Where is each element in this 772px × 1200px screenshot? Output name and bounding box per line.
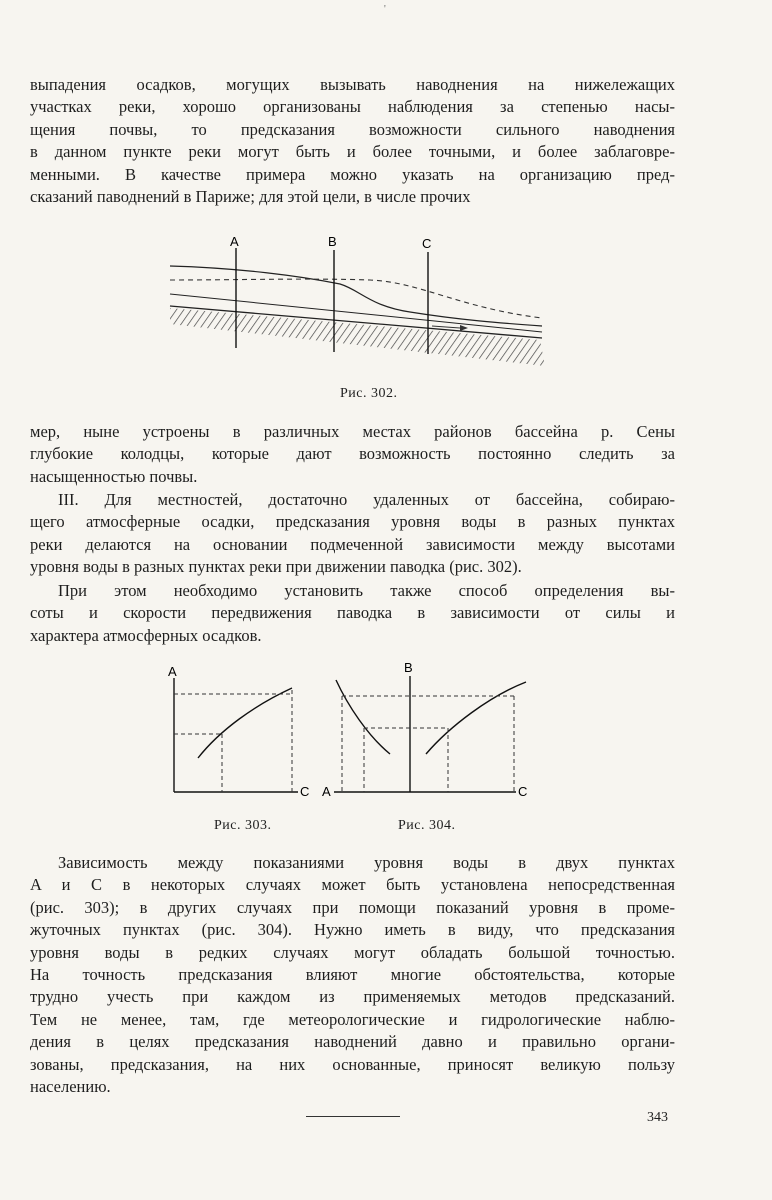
text-line: уровня воды в редких случаях могут обладать большой точностью. <box>30 942 675 962</box>
text-line: сказаний паводнений в Париже; для этой цели, в числе прочих <box>30 187 471 207</box>
label-b: B <box>328 234 337 249</box>
caption-303: Рис. 303. <box>214 818 272 833</box>
text-line: жуточных пунктах (рис. 304). Нужно иметь в виду, что предсказания <box>30 920 675 940</box>
caption-302: Рис. 302. <box>340 386 398 401</box>
paragraph-iii <box>30 489 675 579</box>
text-line: менными. В качестве примера можно указать на организацию пред- <box>30 164 675 184</box>
paragraph-intro <box>30 74 675 208</box>
text-line: глубокие колодцы, которые дают возможность постоянно следить за <box>30 444 675 464</box>
figure-304 <box>320 656 550 800</box>
top-mark: ' <box>384 4 386 15</box>
paragraph-wells <box>30 421 675 488</box>
paragraph-conclusion <box>30 852 675 1098</box>
text-line: При этом необходимо установить также способ определения вы- <box>58 581 675 600</box>
ground-hatch <box>170 308 545 366</box>
axis-label-c: C <box>300 784 310 799</box>
text-line: A и C в некоторых случаях может быть установлена непосредственная <box>30 875 675 895</box>
footer-rule <box>306 1116 400 1117</box>
text-line: в данном пункте реки могут быть и более точными, и более заблаговре- <box>30 142 675 162</box>
right-curve <box>426 682 526 754</box>
axis-label-a: A <box>168 664 177 679</box>
text-line: населению. <box>30 1077 111 1097</box>
axis-label-b: B <box>404 660 413 675</box>
flow-arrow-head <box>460 325 468 331</box>
figure-303 <box>160 660 320 800</box>
text-line: дения в целях предсказания наводнений давно и правильно органи- <box>30 1032 675 1052</box>
page-number: 343 <box>647 1110 668 1125</box>
text-line: характера атмосферных осадков. <box>30 625 262 645</box>
text-line: мер, ныне устроены в различных местах районов бассейна р. Сены <box>30 422 675 441</box>
text-line: Зависимость между показаниями уровня воды в двух пунктах <box>58 853 675 872</box>
label-a: A <box>230 234 239 249</box>
text-line: реки делаются на основании подмеченной зависимости между высотами <box>30 534 675 554</box>
text-line: На точность предсказания влияют многие обстоятельства, которые <box>30 965 675 985</box>
figure-302 <box>160 228 550 388</box>
axis-label-a: A <box>322 784 331 799</box>
paragraph-method <box>30 580 675 647</box>
text-line: участках реки, хорошо организованы наблюдения за степенью насы- <box>30 97 675 117</box>
left-curve <box>336 680 390 754</box>
text-line: насыщенностью почвы. <box>30 466 198 486</box>
text-line: щения почвы, то предсказания возможности сильного наводнения <box>30 119 675 139</box>
text-line: Тем не менее, там, где метеорологические и гидрологические наблю- <box>30 1009 675 1029</box>
text-line: щего атмосферные осадки, предсказания уровня воды в разных пунктах <box>30 512 675 532</box>
text-line: уровня воды в разных пунктах реки при движении паводка (рис. 302). <box>30 557 522 577</box>
water-level-dashed <box>170 279 542 318</box>
text-line: зованы, предсказания, на них основанные, приносят великую пользу <box>30 1054 675 1074</box>
text-line: выпадения осадков, могущих вызывать наводнения на нижележащих <box>30 75 675 94</box>
dependency-curve <box>198 688 292 758</box>
text-line: соты и скорости передвижения паводка в зависимости от силы и <box>30 603 675 623</box>
text-line: III. Для местностей, достаточно удаленных от бассейна, собираю- <box>58 490 675 509</box>
flow-arrow <box>432 326 460 328</box>
caption-304: Рис. 304. <box>398 818 456 833</box>
text-line: (рис. 303); в других случаях при помощи показаний уровня в проме- <box>30 897 675 917</box>
axis-label-c: C <box>518 784 528 799</box>
label-c: C <box>422 236 432 251</box>
text-line: трудно учесть при каждом из применяемых методов предсказаний. <box>30 987 675 1007</box>
